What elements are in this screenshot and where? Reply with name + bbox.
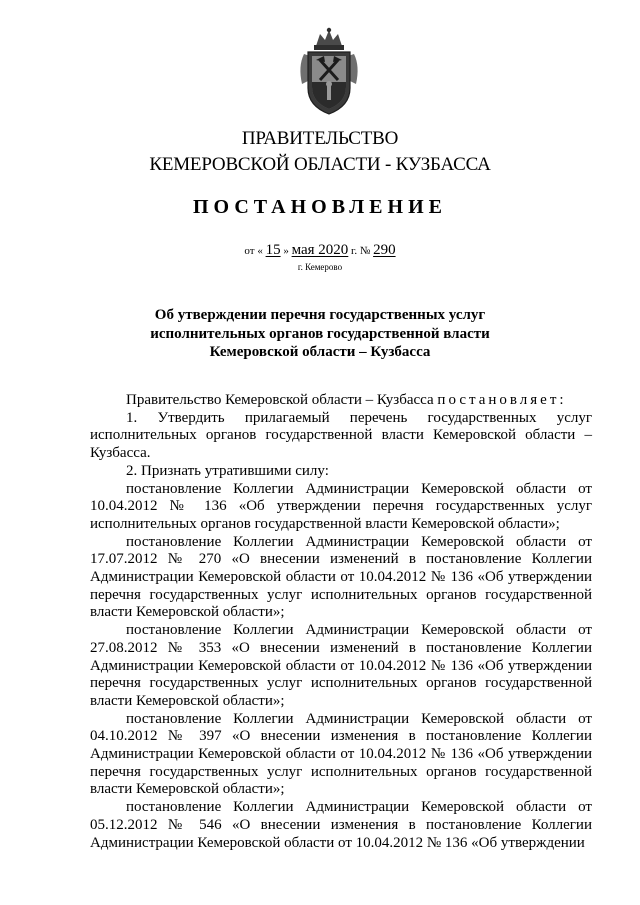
body-paragraph: постановление Коллегии Администрации Кемеровской области от 05.12.2012 № 546 «О внесении изменения в постановление Коллегии Администрации Кемеровской области от 10.04.2012 № 136 «Об утверждении (90, 799, 592, 851)
decree-title (120, 306, 520, 362)
title-line: Кемеровской области – Кузбасса (209, 344, 431, 360)
title-line: исполнительных органов государственной власти (150, 325, 490, 342)
date-quote-close: » (283, 245, 289, 257)
decree-dateline (0, 242, 640, 259)
government-name-line1: ПРАВИТЕЛЬСТВО (241, 128, 399, 149)
date-day: 15 (265, 242, 281, 258)
date-prefix: от « (244, 245, 263, 257)
document-type-heading: ПОСТАНОВЛЕНИЕ (193, 196, 447, 218)
date-year-suffix: г. (351, 245, 358, 257)
intro-resolves: постановляет: (437, 392, 567, 408)
title-line: Об утверждении перечня государственных услуг (154, 307, 486, 323)
kuzbass-coat-of-arms-icon (298, 26, 360, 118)
place-of-issue: г. Кемерово (297, 262, 343, 272)
intro-lead: Правительство Кемеровской области – Кузбасса (126, 392, 434, 408)
body-paragraph: 1. Утвердить прилагаемый перечень государственных услуг исполнительных органов государственной власти Кемеровской области – Кузбасса. (90, 409, 592, 462)
government-name-line2: КЕМЕРОВСКОЙ ОБЛАСТИ - КУЗБАССА (149, 154, 491, 175)
body-paragraph: постановление Коллегии Администрации Кемеровской области от 27.08.2012 № 353 «О внесении изменений в постановление Коллегии Администрации Кемеровской области от 10.04.2012 № 136 «Об утверждении перечня государственных услуг исполнительных органов государственной власти Кемеровской области»; (90, 622, 592, 709)
body-intro (90, 392, 592, 410)
body-paragraph: постановление Коллегии Администрации Кемеровской области от 17.07.2012 № 270 «О внесении изменений в постановление Коллегии Администрации Кемеровской области от 10.04.2012 № 136 «Об утверждении перечня государственных услуг исполнительных органов государственной власти Кемеровской области»; (90, 533, 592, 621)
body-paragraph: постановление Коллегии Администрации Кемеровской области от 10.04.2012 № 136 «Об утверждении перечня государственных услуг исполнительных органов государственной власти Кемеровской области»; (90, 480, 592, 532)
number-sign: № (359, 245, 371, 257)
body-paragraph: 2. Признать утратившими силу: (126, 462, 329, 479)
decree-body (90, 392, 592, 852)
date-month-year: мая 2020 (291, 242, 349, 258)
body-paragraph: постановление Коллегии Администрации Кемеровской области от 04.10.2012 № 397 «О внесении изменения в постановление Коллегии Администрации Кемеровской области от 10.04.2012 № 136 «Об утверждении перечня государственных услуг исполнительных органов государственной власти Кемеровской области»; (90, 710, 592, 798)
decree-number: 290 (373, 242, 396, 258)
